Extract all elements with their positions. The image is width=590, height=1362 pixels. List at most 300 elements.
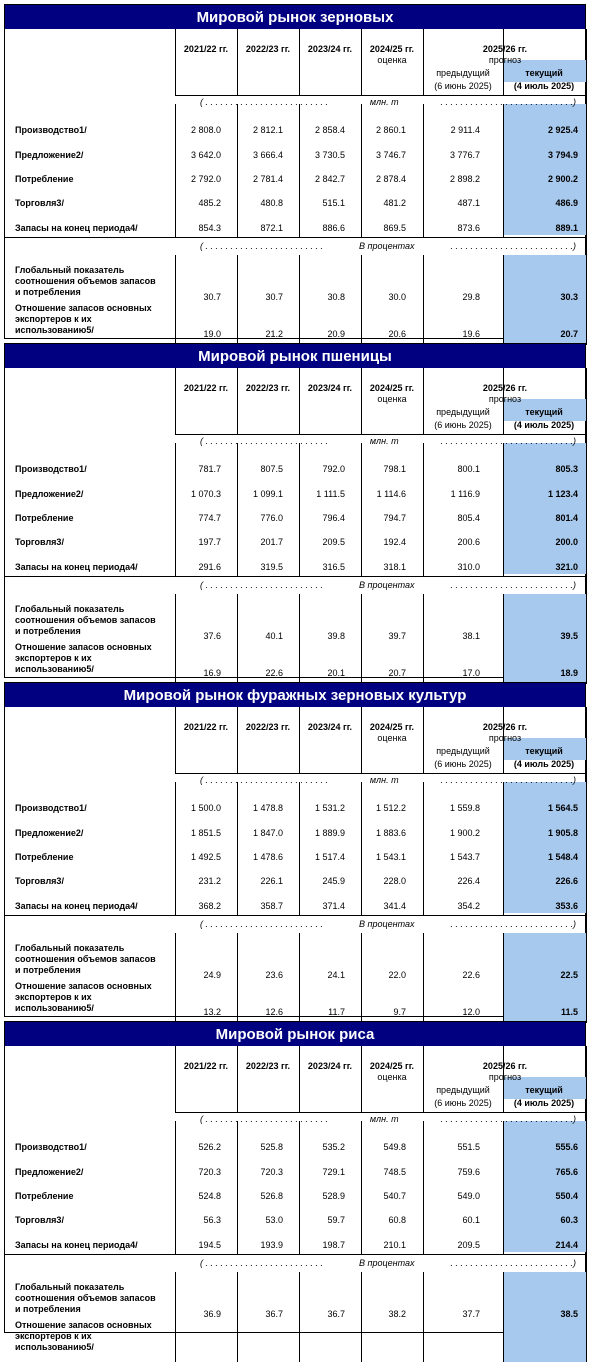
cell-value-current: 1 123.4 bbox=[547, 489, 578, 499]
cell-value: 291.6 bbox=[198, 562, 221, 572]
cell-value: 2 781.4 bbox=[252, 174, 283, 184]
cell-value: 23.6 bbox=[265, 970, 283, 980]
cell-value: 231.2 bbox=[198, 876, 221, 886]
column-divider bbox=[237, 707, 238, 773]
column-divider bbox=[175, 1272, 176, 1362]
cell-value: 1 116.9 bbox=[450, 489, 480, 499]
unit-row-mt: ( . . . . . . . . . . . . . . . . . . . . . . . . . млн. т . . . . . . . . . . . . . . . . . . . . . . . . . . .) bbox=[200, 97, 576, 107]
column-divider bbox=[237, 255, 238, 345]
column-divider bbox=[299, 1046, 300, 1112]
cell-value: 481.2 bbox=[383, 198, 406, 208]
cell-value: 1 478.6 bbox=[252, 852, 283, 862]
row-divider bbox=[175, 773, 587, 774]
unit-row-pct: ( . . . . . . . . . . . . . . . . . . . . . . . . В процентах . . . . . . . . . . . . . . . . . . . . . . . . .) bbox=[200, 241, 576, 251]
year-header: 2024/25 гг. bbox=[369, 722, 415, 732]
cell-value: 1 889.9 bbox=[314, 828, 345, 838]
cell-value-current: 3 794.9 bbox=[547, 150, 578, 160]
column-divider bbox=[175, 368, 176, 434]
estimate-label: оценка bbox=[377, 733, 407, 743]
cell-value: 1 512.2 bbox=[375, 803, 406, 813]
previous-label: предыдущий bbox=[436, 68, 490, 78]
row-label-production: Производство1/ bbox=[15, 125, 87, 135]
previous-date: (6 июнь 2025) bbox=[434, 759, 492, 769]
column-divider bbox=[503, 782, 504, 916]
cell-value: 19.0 bbox=[203, 329, 221, 339]
cell-value: 19.6 bbox=[462, 329, 480, 339]
column-divider bbox=[237, 104, 238, 238]
column-divider bbox=[237, 443, 238, 577]
cell-value-current: 486.9 bbox=[555, 198, 578, 208]
cell-value: 748.5 bbox=[383, 1167, 406, 1177]
cell-value: 198.7 bbox=[322, 1240, 345, 1250]
cell-value: 318.1 bbox=[383, 562, 406, 572]
year-header: 2022/23 гг. bbox=[245, 722, 291, 732]
column-divider bbox=[237, 1046, 238, 1112]
cell-value: 37.7 bbox=[462, 1309, 480, 1319]
previous-label: предыдущий bbox=[436, 1085, 490, 1095]
year-header: 2023/24 гг. bbox=[307, 1061, 353, 1071]
cell-value: 36.9 bbox=[203, 1309, 221, 1319]
cell-value: 200.6 bbox=[457, 537, 480, 547]
cell-value: 1 531.2 bbox=[314, 803, 345, 813]
column-divider bbox=[175, 594, 176, 684]
row-label-ratio2: Отношение запасов основных экспортеров к их использованию5/ bbox=[15, 303, 152, 335]
previous-label: предыдущий bbox=[436, 407, 490, 417]
cell-value: 59.7 bbox=[327, 1215, 345, 1225]
cell-value: 9.7 bbox=[393, 1007, 406, 1017]
cell-value: 3 730.5 bbox=[314, 150, 345, 160]
cell-value: 526.2 bbox=[198, 1142, 221, 1152]
cell-value: 805.4 bbox=[457, 513, 480, 523]
cell-value: 39.8 bbox=[327, 631, 345, 641]
cell-value: 194.5 bbox=[198, 1240, 221, 1250]
cell-value: 1 883.6 bbox=[375, 828, 406, 838]
current-date: (4 июль 2025) bbox=[513, 81, 575, 91]
year-header: 2023/24 гг. bbox=[307, 44, 353, 54]
column-divider bbox=[299, 782, 300, 916]
cell-value: 872.1 bbox=[260, 223, 283, 233]
cell-value-current: 805.3 bbox=[555, 464, 578, 474]
cell-value: 2 898.2 bbox=[449, 174, 480, 184]
cell-value: 12.0 bbox=[462, 1007, 480, 1017]
row-divider bbox=[175, 95, 587, 96]
current-date: (4 июль 2025) bbox=[513, 1098, 575, 1108]
row-label-supply: Предложение2/ bbox=[15, 828, 84, 838]
column-divider bbox=[299, 443, 300, 577]
cell-value: 2 842.7 bbox=[314, 174, 345, 184]
row-label-supply: Предложение2/ bbox=[15, 489, 84, 499]
column-divider bbox=[423, 443, 424, 577]
previous-date: (6 июнь 2025) bbox=[434, 1098, 492, 1108]
cell-value: 873.6 bbox=[457, 223, 480, 233]
column-divider bbox=[503, 443, 504, 577]
year-header: 2024/25 гг. bbox=[369, 383, 415, 393]
column-divider bbox=[361, 368, 362, 434]
unit-row-pct: ( . . . . . . . . . . . . . . . . . . . . . . . . В процентах . . . . . . . . . . . . . . . . . . . . . . . . .) bbox=[200, 1258, 576, 1268]
cell-value: 2 792.0 bbox=[190, 174, 221, 184]
cell-value-current: 11.5 bbox=[560, 1007, 578, 1017]
cell-value: 36.7 bbox=[265, 1309, 283, 1319]
forecast-label: прогноз bbox=[488, 394, 522, 404]
row-divider bbox=[5, 237, 587, 238]
cell-value: 20.6 bbox=[388, 329, 406, 339]
cell-value: 800.1 bbox=[457, 464, 480, 474]
cell-value: 1 500.0 bbox=[190, 803, 221, 813]
section-title: Мировой рынок зерновых bbox=[5, 5, 585, 29]
column-divider bbox=[299, 1272, 300, 1362]
cell-value-current: 765.6 bbox=[555, 1167, 578, 1177]
cell-value: 792.0 bbox=[322, 464, 345, 474]
cell-value: 209.5 bbox=[457, 1240, 480, 1250]
current-label: текущий bbox=[525, 68, 563, 78]
column-divider bbox=[361, 104, 362, 238]
cell-value-current: 2 900.2 bbox=[547, 174, 578, 184]
cell-value: 60.1 bbox=[462, 1215, 480, 1225]
current-date: (4 июль 2025) bbox=[513, 759, 575, 769]
cell-value-current: 801.4 bbox=[555, 513, 578, 523]
cell-value: 2 911.4 bbox=[450, 125, 480, 135]
row-divider bbox=[5, 1254, 587, 1255]
cell-value: 37.6 bbox=[203, 631, 221, 641]
column-divider bbox=[503, 255, 504, 345]
column-divider bbox=[503, 104, 504, 238]
year-header: 2022/23 гг. bbox=[245, 383, 291, 393]
cell-value: 2 858.4 bbox=[314, 125, 345, 135]
cell-value: 3 642.0 bbox=[190, 150, 221, 160]
year-header: 2021/22 гг. bbox=[183, 722, 229, 732]
cell-value: 22.0 bbox=[388, 970, 406, 980]
previous-date: (6 июнь 2025) bbox=[434, 81, 492, 91]
column-divider bbox=[423, 594, 424, 684]
cell-value: 720.3 bbox=[260, 1167, 283, 1177]
row-label-stocks: Запасы на конец периода4/ bbox=[15, 1240, 138, 1250]
cell-value: 226.1 bbox=[260, 876, 283, 886]
estimate-label: оценка bbox=[377, 1072, 407, 1082]
cell-value: 2 812.1 bbox=[252, 125, 283, 135]
forecast-year-header: 2025/26 гг. bbox=[482, 1061, 528, 1071]
cell-value: 528.9 bbox=[322, 1191, 345, 1201]
cell-value: 30.7 bbox=[203, 292, 221, 302]
column-divider bbox=[299, 104, 300, 238]
cell-value: 854.3 bbox=[198, 223, 221, 233]
cell-value: 192.4 bbox=[383, 537, 406, 547]
row-divider bbox=[175, 434, 587, 435]
column-divider bbox=[175, 255, 176, 345]
row-divider bbox=[175, 1112, 587, 1113]
column-divider bbox=[423, 782, 424, 916]
cell-value: 17.0 bbox=[462, 668, 480, 678]
cell-value: 53.0 bbox=[265, 1215, 283, 1225]
section-title: Мировой рынок риса bbox=[5, 1022, 585, 1046]
cell-value: 11.7 bbox=[328, 1007, 345, 1017]
cell-value: 40.1 bbox=[265, 631, 283, 641]
current-label: текущий bbox=[525, 1085, 563, 1095]
column-divider bbox=[361, 1121, 362, 1255]
unit-row-pct: ( . . . . . . . . . . . . . . . . . . . . . . . . В процентах . . . . . . . . . . . . . . . . . . . . . . . . .) bbox=[200, 580, 576, 590]
cell-value-current: 889.1 bbox=[555, 223, 578, 233]
cell-value: 3 746.7 bbox=[375, 150, 406, 160]
cell-value: 30.0 bbox=[388, 292, 406, 302]
cell-value: 1 492.5 bbox=[190, 852, 221, 862]
cell-value: 487.1 bbox=[457, 198, 480, 208]
cell-value: 371.4 bbox=[322, 901, 345, 911]
row-label-stocks: Запасы на конец периода4/ bbox=[15, 562, 138, 572]
year-header: 2021/22 гг. bbox=[183, 383, 229, 393]
column-divider bbox=[361, 1046, 362, 1112]
cell-value: 720.3 bbox=[198, 1167, 221, 1177]
row-label-ratio2: Отношение запасов основных экспортеров к их использованию5/ bbox=[15, 1320, 152, 1352]
cell-value: 12.6 bbox=[265, 1007, 283, 1017]
column-divider bbox=[237, 594, 238, 684]
market-section bbox=[4, 682, 586, 1017]
cell-value: 549.8 bbox=[383, 1142, 406, 1152]
market-section bbox=[4, 4, 586, 339]
cell-value: 20.7 bbox=[388, 668, 406, 678]
column-divider bbox=[237, 933, 238, 1023]
cell-value: 2 878.4 bbox=[375, 174, 406, 184]
cell-value: 886.6 bbox=[322, 223, 345, 233]
year-header: 2022/23 гг. bbox=[245, 44, 291, 54]
unit-row-mt: ( . . . . . . . . . . . . . . . . . . . . . . . . . млн. т . . . . . . . . . . . . . . . . . . . . . . . . . . .) bbox=[200, 436, 576, 446]
cell-value-current: 555.6 bbox=[555, 1142, 578, 1152]
cell-value: 226.4 bbox=[457, 876, 480, 886]
cell-value: 29.8 bbox=[462, 292, 480, 302]
column-divider bbox=[175, 443, 176, 577]
cell-value-current: 39.5 bbox=[560, 631, 578, 641]
column-divider bbox=[503, 1121, 504, 1255]
column-divider bbox=[503, 1272, 504, 1362]
cell-value: 1 517.4 bbox=[314, 852, 345, 862]
column-divider bbox=[423, 1046, 424, 1112]
cell-value: 24.9 bbox=[203, 970, 221, 980]
cell-value: 2 860.1 bbox=[375, 125, 406, 135]
cell-value: 368.2 bbox=[198, 901, 221, 911]
cell-value: 515.1 bbox=[322, 198, 345, 208]
cell-value-current: 550.4 bbox=[555, 1191, 578, 1201]
year-header: 2023/24 гг. bbox=[307, 722, 353, 732]
market-section bbox=[4, 1021, 586, 1352]
cell-value: 38.1 bbox=[462, 631, 480, 641]
year-header: 2021/22 гг. bbox=[183, 44, 229, 54]
cell-value: 13.2 bbox=[203, 1007, 221, 1017]
cell-value: 1 559.8 bbox=[449, 803, 480, 813]
column-divider bbox=[299, 29, 300, 95]
previous-label: предыдущий bbox=[436, 746, 490, 756]
column-divider bbox=[423, 368, 424, 434]
column-divider bbox=[299, 368, 300, 434]
current-label: текущий bbox=[525, 407, 563, 417]
cell-value-current: 30.3 bbox=[560, 292, 578, 302]
column-divider bbox=[299, 707, 300, 773]
column-divider bbox=[503, 933, 504, 1023]
cell-value: 526.8 bbox=[260, 1191, 283, 1201]
section-title: Мировой рынок пшеницы bbox=[5, 344, 585, 368]
current-column-highlight bbox=[503, 1121, 586, 1252]
cell-value: 56.3 bbox=[203, 1215, 221, 1225]
current-label: текущий bbox=[525, 746, 563, 756]
cell-value-current: 38.5 bbox=[560, 1309, 578, 1319]
column-divider bbox=[361, 782, 362, 916]
column-divider bbox=[423, 104, 424, 238]
cell-value: 22.6 bbox=[265, 668, 283, 678]
cell-value-current: 1 905.8 bbox=[547, 828, 578, 838]
column-divider bbox=[423, 1121, 424, 1255]
cell-value: 551.5 bbox=[457, 1142, 480, 1152]
estimate-label: оценка bbox=[377, 55, 407, 65]
row-label-consumption: Потребление bbox=[15, 852, 74, 862]
column-divider bbox=[586, 29, 587, 345]
forecast-year-header: 2025/26 гг. bbox=[482, 44, 528, 54]
cell-value: 776.0 bbox=[260, 513, 283, 523]
row-label-supply: Предложение2/ bbox=[15, 150, 84, 160]
cell-value: 319.5 bbox=[260, 562, 283, 572]
cell-value: 201.7 bbox=[260, 537, 283, 547]
year-header: 2023/24 гг. bbox=[307, 383, 353, 393]
cell-value-current: 20.7 bbox=[560, 329, 578, 339]
row-label-production: Производство1/ bbox=[15, 464, 87, 474]
estimate-label: оценка bbox=[377, 394, 407, 404]
cell-value: 1 099.1 bbox=[252, 489, 283, 499]
current-column-highlight bbox=[503, 782, 586, 913]
column-divider bbox=[237, 1121, 238, 1255]
cell-value: 20.1 bbox=[327, 668, 345, 678]
cell-value-current: 60.3 bbox=[560, 1215, 578, 1225]
row-label-consumption: Потребление bbox=[15, 1191, 74, 1201]
cell-value: 525.8 bbox=[260, 1142, 283, 1152]
row-label-supply: Предложение2/ bbox=[15, 1167, 84, 1177]
column-divider bbox=[299, 255, 300, 345]
cell-value-current: 353.6 bbox=[555, 901, 578, 911]
column-divider bbox=[175, 782, 176, 916]
column-divider bbox=[175, 1046, 176, 1112]
cell-value-current: 1 564.5 bbox=[547, 803, 578, 813]
cell-value: 1 111.5 bbox=[316, 489, 345, 499]
column-divider bbox=[175, 933, 176, 1023]
cell-value-current: 200.0 bbox=[555, 537, 578, 547]
row-label-ratio1: Глобальный показатель соотношения объемов запасов и потребления bbox=[15, 265, 156, 297]
cell-value: 60.8 bbox=[388, 1215, 406, 1225]
forecast-label: прогноз bbox=[488, 55, 522, 65]
row-label-ratio1: Глобальный показатель соотношения объемов запасов и потребления bbox=[15, 604, 156, 636]
cell-value-current: 22.5 bbox=[560, 970, 578, 980]
cell-value: 16.9 bbox=[203, 668, 221, 678]
column-divider bbox=[423, 707, 424, 773]
cell-value: 39.7 bbox=[388, 631, 406, 641]
column-divider bbox=[361, 1272, 362, 1362]
cell-value: 524.8 bbox=[198, 1191, 221, 1201]
column-divider bbox=[423, 255, 424, 345]
year-header: 2021/22 гг. bbox=[183, 1061, 229, 1071]
cell-value: 535.2 bbox=[322, 1142, 345, 1152]
column-divider bbox=[586, 707, 587, 1023]
column-divider bbox=[423, 1272, 424, 1362]
cell-value: 798.1 bbox=[383, 464, 406, 474]
column-divider bbox=[361, 707, 362, 773]
cell-value: 354.2 bbox=[457, 901, 480, 911]
cell-value: 1 114.6 bbox=[376, 489, 406, 499]
cell-value-current: 214.4 bbox=[555, 1240, 578, 1250]
cell-value: 540.7 bbox=[383, 1191, 406, 1201]
cell-value: 1 900.2 bbox=[449, 828, 480, 838]
column-divider bbox=[361, 443, 362, 577]
row-divider bbox=[5, 576, 587, 577]
column-divider bbox=[175, 1121, 176, 1255]
market-section bbox=[4, 343, 586, 678]
cell-value: 1 478.8 bbox=[252, 803, 283, 813]
unit-row-mt: ( . . . . . . . . . . . . . . . . . . . . . . . . . млн. т . . . . . . . . . . . . . . . . . . . . . . . . . . .) bbox=[200, 775, 576, 785]
column-divider bbox=[299, 594, 300, 684]
row-label-ratio1: Глобальный показатель соотношения объемов запасов и потребления bbox=[15, 943, 156, 975]
cell-value: 22.6 bbox=[462, 970, 480, 980]
column-divider bbox=[361, 29, 362, 95]
column-divider bbox=[423, 29, 424, 95]
column-divider bbox=[423, 933, 424, 1023]
cell-value: 796.4 bbox=[322, 513, 345, 523]
cell-value: 480.8 bbox=[260, 198, 283, 208]
current-column-highlight bbox=[503, 104, 586, 235]
unit-row-pct: ( . . . . . . . . . . . . . . . . . . . . . . . . В процентах . . . . . . . . . . . . . . . . . . . . . . . . .) bbox=[200, 919, 576, 929]
row-label-trade: Торговля3/ bbox=[15, 1215, 64, 1225]
column-divider bbox=[237, 368, 238, 434]
column-divider bbox=[175, 29, 176, 95]
cell-value: 759.6 bbox=[457, 1167, 480, 1177]
cell-value: 228.0 bbox=[383, 876, 406, 886]
cell-value-current: 226.6 bbox=[555, 876, 578, 886]
forecast-label: прогноз bbox=[488, 733, 522, 743]
row-label-consumption: Потребление bbox=[15, 174, 74, 184]
column-divider bbox=[361, 933, 362, 1023]
cell-value: 549.0 bbox=[457, 1191, 480, 1201]
row-label-production: Производство1/ bbox=[15, 803, 87, 813]
cell-value: 38.2 bbox=[388, 1309, 406, 1319]
cell-value: 2 808.0 bbox=[190, 125, 221, 135]
cell-value: 21.2 bbox=[265, 329, 283, 339]
cell-value: 1 070.3 bbox=[190, 489, 221, 499]
row-divider bbox=[5, 915, 587, 916]
cell-value: 485.2 bbox=[198, 198, 221, 208]
row-label-trade: Торговля3/ bbox=[15, 198, 64, 208]
cell-value: 1 543.1 bbox=[375, 852, 406, 862]
cell-value-current: 18.9 bbox=[560, 668, 578, 678]
cell-value: 729.1 bbox=[322, 1167, 345, 1177]
unit-row-mt: ( . . . . . . . . . . . . . . . . . . . . . . . . . млн. т . . . . . . . . . . . . . . . . . . . . . . . . . . .) bbox=[200, 1114, 576, 1124]
cell-value: 245.9 bbox=[322, 876, 345, 886]
forecast-year-header: 2025/26 гг. bbox=[482, 383, 528, 393]
forecast-label: прогноз bbox=[488, 1072, 522, 1082]
cell-value: 869.5 bbox=[383, 223, 406, 233]
cell-value: 193.9 bbox=[260, 1240, 283, 1250]
row-label-ratio1: Глобальный показатель соотношения объемов запасов и потребления bbox=[15, 1282, 156, 1314]
cell-value: 36.7 bbox=[327, 1309, 345, 1319]
cell-value: 197.7 bbox=[198, 537, 221, 547]
cell-value: 1 847.0 bbox=[252, 828, 283, 838]
cell-value: 781.7 bbox=[198, 464, 221, 474]
cell-value: 774.7 bbox=[198, 513, 221, 523]
cell-value: 1 851.5 bbox=[190, 828, 221, 838]
forecast-year-header: 2025/26 гг. bbox=[482, 722, 528, 732]
cell-value: 310.0 bbox=[457, 562, 480, 572]
row-label-production: Производство1/ bbox=[15, 1142, 87, 1152]
column-divider bbox=[586, 368, 587, 684]
cell-value: 794.7 bbox=[383, 513, 406, 523]
column-divider bbox=[361, 255, 362, 345]
cell-value: 209.5 bbox=[322, 537, 345, 547]
cell-value: 30.7 bbox=[265, 292, 283, 302]
cell-value: 20.9 bbox=[327, 329, 345, 339]
column-divider bbox=[175, 104, 176, 238]
row-label-consumption: Потребление bbox=[15, 513, 74, 523]
cell-value: 3 776.7 bbox=[449, 150, 480, 160]
